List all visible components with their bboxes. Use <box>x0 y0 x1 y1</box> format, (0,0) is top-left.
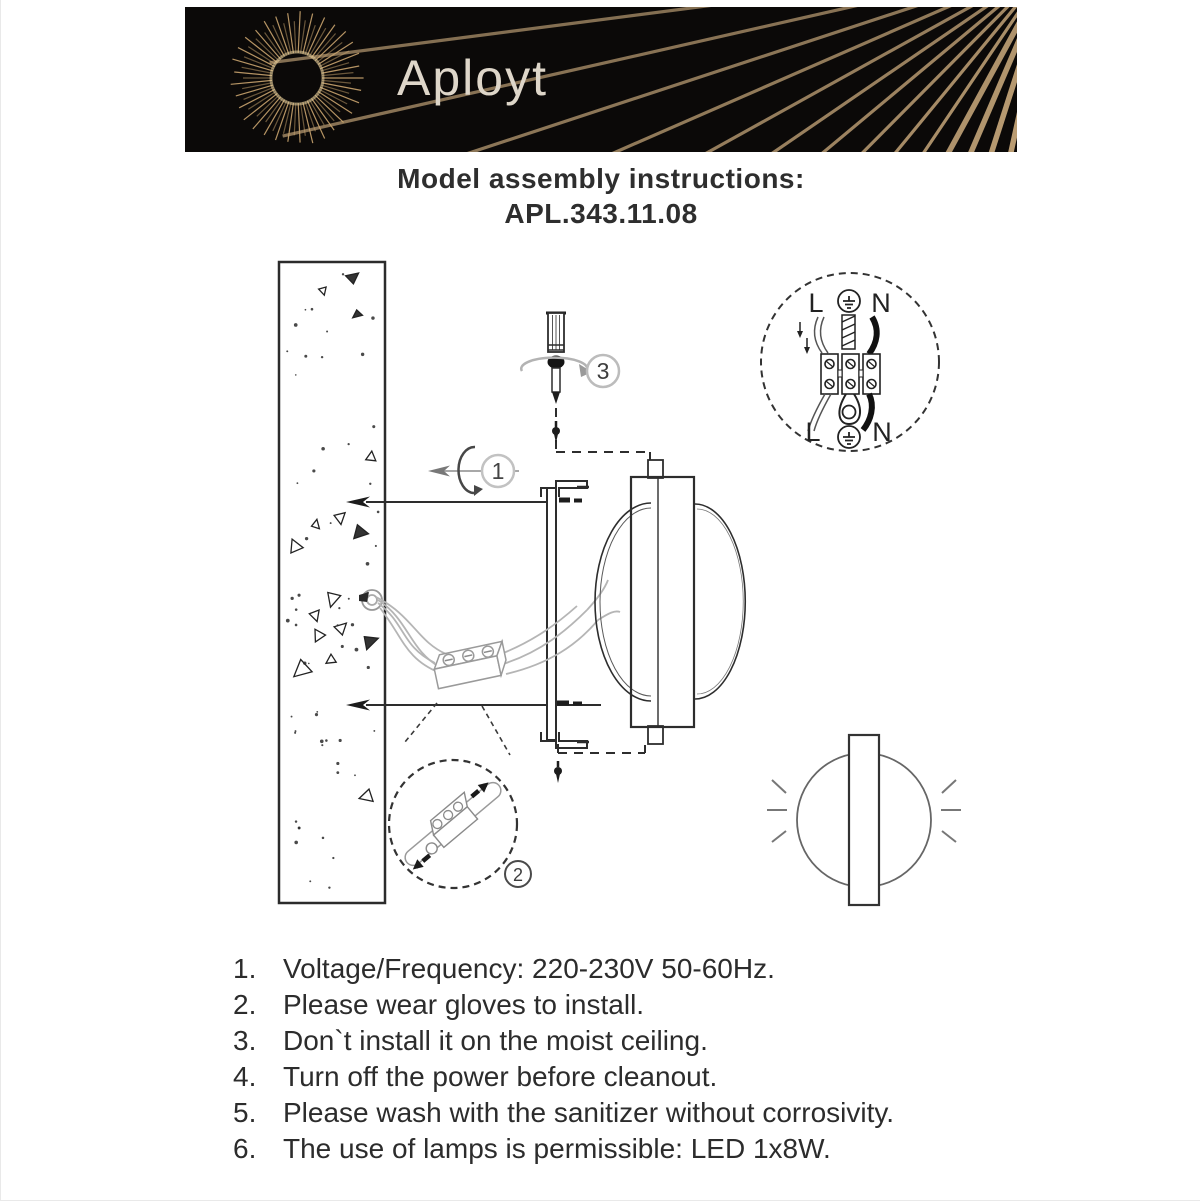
item-number: 3. <box>233 1025 257 1056</box>
svg-text:L: L <box>805 417 821 447</box>
small-screw <box>554 761 562 783</box>
lamp-front-view <box>767 735 961 905</box>
page-title: Model assembly instructions: <box>397 163 805 194</box>
callout-1 <box>428 447 519 496</box>
earth-wire <box>842 315 855 349</box>
item-number: 5. <box>233 1097 257 1128</box>
instructions-list <box>233 952 1073 1168</box>
item-number: 4. <box>233 1061 257 1092</box>
item-number: 1. <box>233 953 257 984</box>
svg-text:N: N <box>872 417 892 447</box>
model-number: APL.343.11.08 <box>504 198 698 229</box>
item-text: Don`t install it on the moist ceiling. <box>283 1025 708 1056</box>
screw <box>521 313 592 404</box>
small-screw <box>552 421 560 443</box>
svg-text:3: 3 <box>596 358 610 384</box>
item-text: The use of lamps is permissible: LED 1x8W. <box>283 1133 831 1164</box>
callout-3 <box>587 355 619 387</box>
instruction-item <box>233 1024 1073 1057</box>
wiring-diagram <box>761 273 939 451</box>
item-text: Please wear gloves to install. <box>283 989 645 1020</box>
instruction-item <box>233 988 1073 1021</box>
item-number: 6. <box>233 1133 257 1164</box>
item-text: Voltage/Frequency: 220-230V 50-60Hz. <box>283 953 775 984</box>
svg-text:2: 2 <box>512 865 524 885</box>
instruction-item <box>233 952 1073 985</box>
terminal-block <box>432 641 509 688</box>
instruction-item <box>233 1132 1073 1165</box>
instruction-item <box>233 1060 1073 1093</box>
wiring-terminal-block <box>821 354 880 394</box>
svg-text:L: L <box>808 288 824 318</box>
brand-name: Aployt <box>397 50 548 106</box>
lamp-side-view <box>595 460 745 744</box>
svg-text:1: 1 <box>491 458 505 484</box>
wall-section <box>279 262 385 903</box>
item-text: Turn off the power before cleanout. <box>283 1061 718 1092</box>
item-number: 2. <box>233 989 257 1020</box>
detail-callout <box>389 703 531 888</box>
svg-text:N: N <box>871 288 891 318</box>
item-text: Please wash with the sanitizer without corrosivity. <box>283 1097 895 1128</box>
instruction-item <box>233 1096 1073 1129</box>
